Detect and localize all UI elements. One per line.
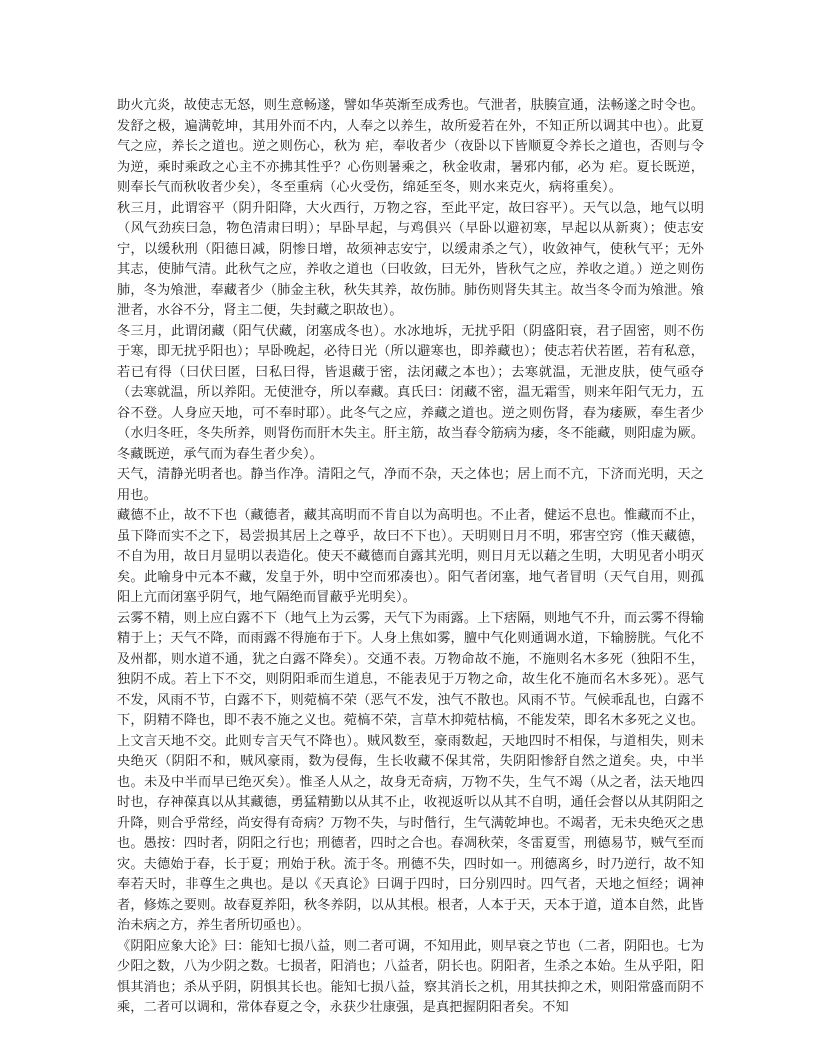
paragraph-heaven-qi: 天气，清静光明者也。静当作净。清阳之气，净而不杂，天之体也；居上而不亢，下济而光明，天之用也。 bbox=[117, 467, 704, 503]
paragraph-yin-yang-quote: 《阴阳应象大论》曰：能知七损八益，则二者可调，不知用此，则早衰之节也（二者，阴阳也。七为少阳之数，八为少阴之数。七损者，阳消也；八益者，阴长也。阴阳者，生杀之本始。生从乎阳，阳惧其消也；杀从乎阴，阴惧其长也。能知七损八益，察其消长之机，用其扶抑之术，则阳常盛而阴不乘，二者可以调和，常体春夏之令，永获少壮康强，是真把握阴阳者矣。不知 bbox=[117, 938, 704, 1015]
document-page bbox=[117, 96, 704, 1036]
paragraph-hidden-virtue: 藏德不止，故不下也（藏德者，藏其高明而不肯自以为高明也。不止者，健运不息也。惟藏而不止，虽下降而实不之下，曷尝损其居上之尊乎，故曰不下也）。天明则日月不明，邪害空窍（惟天藏德，不自为用，故日月显明以表造化。使天不藏德而自露其光明，则日月无以藉之生明，大明见者小明灭矣。此喻身中元本不藏，发皇于外，明中空而邪凑也）。阳气者闭塞，地气者冒明（天气自用，则孤阳上亢而闭塞乎阴气，地气隔绝而冒蔽乎光明矣）。 bbox=[117, 508, 704, 605]
paragraph-winter: 冬三月，此谓闭藏（阳气伏藏，闭塞成冬也）。水冰地坼，无扰乎阳（阴盛阳衰，君子固密，则不伤于寒，即无扰乎阳也）；早卧晚起，必待日光（所以避寒也，即养藏也）；使志若伏若匿，若有私意，若已有得（曰伏曰匿，曰私曰得，皆退藏于密，法闭藏之本也）；去寒就温，无泄皮肤，使气亟夺（去寒就温，所以养阳。无使泄夺，所以奉藏。真氏曰：闭藏不密，温无霜雪，则来年阳气无力，五谷不登。人身应天地，可不奉时耶）。此冬气之应，养藏之道也。逆之则伤肾，春为痿厥，奉生者少（水归冬旺，冬失所养，则肾伤而肝木失主。肝主筋，故当春令筋病为痿，冬不能藏，则阳虚为厥。冬藏既逆，承气而为春生者少矣）。 bbox=[117, 323, 704, 462]
paragraph-clouds-mist: 云雾不精，则上应白露不下（地气上为云雾，天气下为雨露。上下痞隔，则地气不升，而云雾不得输精于上；天气不降，而雨露不得施布于下。人身上焦如雾，膻中气化则通调水道，下输膀胱。气化不及州都，则水道不通，犹之白露不降矣）。交通不表。万物命故不施，不施则名木多死（独阳不生，独阴不成。若上下不交，则阴阳乖而生道息，不能表见于万物之命，故生化不施而名木多死）。恶气不发，风雨不节，白露不下，则菀槁不荣（恶气不发，浊气不散也。风雨不节。气候乖乱也，白露不下，阴精不降也，即不表不施之义也。菀槁不荣，言草木抑菀枯槁，不能发荣，即名木多死之义也。上文言天地不交。此则专言天气不降也）。贼风数至，豪雨数起，天地四时不相保，与道相失，则未央绝灭（阴阳不和，贼风豪雨，数为侵侮，生长收藏不保其常，失阴阳惨舒自然之道矣。央，中半也。未及中半而早已绝灭矣）。惟圣人从之，故身无奇病，万物不失，生气不竭（从之者，法天地四时也，存神葆真以从其藏德，勇猛精勤以从其不止，收视返听以从其不自明，通任会督以从其阴阳之升降，则合乎常经，尚安得有奇病？万物不失，与时偕行，生气满乾坤也。不竭者，无未央绝灭之患也。愚按：四时者，阴阳之行也；刑德者，四时之合也。春凋秋荣，冬雷夏雪，刑德易节，贼气至而灾。夫德始于春，长于夏；刑始于秋。流于冬。刑德不失，四时如一。刑德离乡，时乃逆行，故不知奉若天时，非尊生之典也。是以《天真论》曰调于四时，曰分别四时。四气者，天地之恒经；调神者，修炼之要则。故春夏养阳，秋冬养阴，以从其根。根者，人本于天，天本于道，道本自然，此皆治未病之方，养生者所切亟也）。 bbox=[117, 610, 704, 933]
paragraph-autumn: 秋三月，此谓容平（阴升阳降，大火西行，万物之容，至此平定，故曰容平）。天气以急，地气以明（风气劲疾曰急，物色清肃曰明）；早卧早起，与鸡俱兴（早卧以避初寒，早起以从新爽）；使志安宁，以缓秋刑（阳德日减，阴惨日增，故须神志安宁，以缓肃杀之气），收敛神气，使秋气平；无外其志，使肺气清。此秋气之应，养收之道也（曰收敛，曰无外，皆秋气之应，养收之道。）逆之则伤肺，冬为飧泄，奉藏者少（肺金主秋，秋失其养，故伤肺。肺伤则肾失其主。故当冬令而为飧泄。飧泄者，水谷不分，肾主二便，失封藏之职故也）。 bbox=[117, 200, 704, 318]
paragraph-summer-end: 助火亢炎，故使志无怒，则生意畅遂，譬如华英渐至成秀也。气泄者，肤腠宣通，法畅遂之时令也。发舒之极，遍满乾坤，其用外而不内，人奉之以养生，故所爱若在外，不知正所以调其中也）。此夏气之应，养长之道也。逆之则伤心，秋为 疟，奉收者少（夜卧以下皆顺夏令养长之道也，否则与令为逆，乘时乘政之心主不亦拂其性乎？心伤则暑乘之，秋金收肃，暑邪内郁，必为 疟。夏长既逆，则奉长气而秋收者少矣），冬至重病（心火受伤，绵延至冬，则水来克火，病将重矣）。 bbox=[117, 98, 704, 195]
